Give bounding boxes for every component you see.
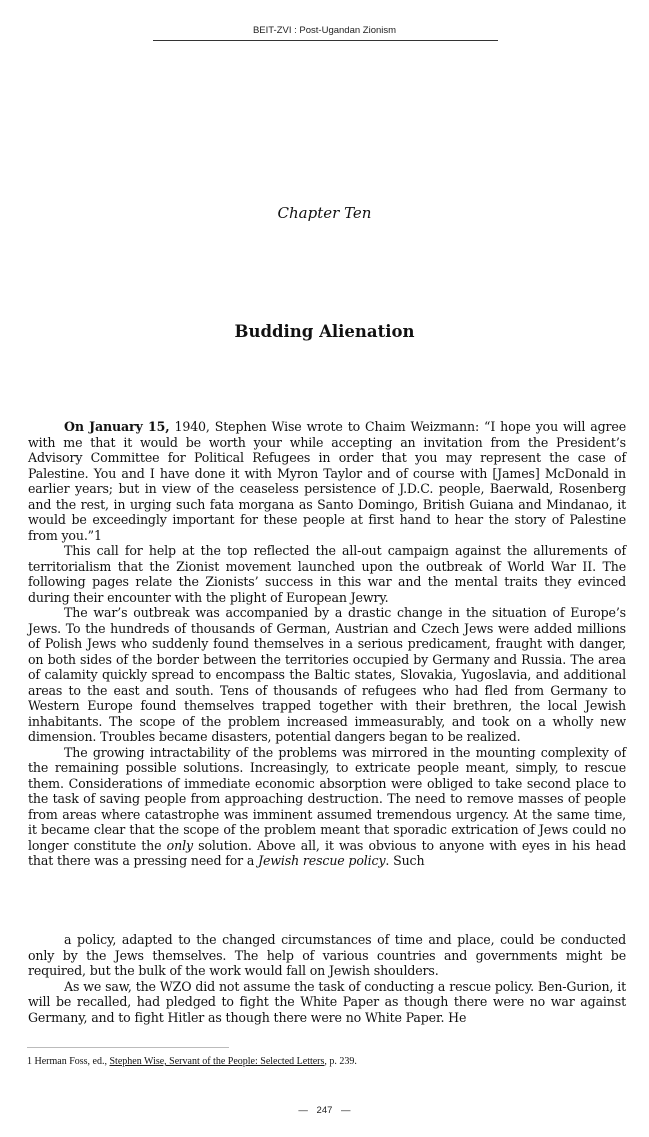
body-text-block	[28, 419, 626, 869]
footnote-rule	[27, 1047, 229, 1048]
paragraph-text: . Such	[385, 853, 425, 868]
emphasis: only	[166, 837, 193, 853]
paragraph	[28, 419, 626, 543]
running-head: BEIT-ZVI : Post-Ugandan Zionism	[252, 25, 397, 36]
paragraph-text: 1940, Stephen Wise wrote to Chaim Weizmann: “I hope you will agree with me that it would be worth your while accepting an invitation from the President’s Advisory Committee for Political Refugees in order that you may represent the case of Palestine. You and I have done it with Myron Taylor and of course with [James] McDonald in earlier years; but in view of the ceaseless persistence of J.D.C. people, Baerwald, Rosenberg and the rest, in urging such fata morgana as Santo Domingo, British Guiana and Mindanao, it would be exceedingly important for these people at first hand to hear the story of Palestine from you.”1	[28, 419, 627, 543]
paragraph: This call for help at the top reflected the all-out campaign against the allurements of territorialism that the Zionist movement launched upon the outbreak of World War II. The following pages relate the Zionists’ success in this war and the mental traits they evinced during their encounter with the plight of European Jewry.	[28, 543, 626, 605]
paragraph-text: solution. Above all, it was obvious to anyone with eyes in his head that there was a pressing need for a	[28, 837, 626, 868]
paragraph: As we saw, the WZO did not assume the task of conducting a rescue policy. Ben-Gurion, it will be recalled, had pledged to fight the White Paper as though there were no war against Germany, and to fight Hitler as though there were no White Paper. He	[28, 978, 626, 1025]
footnote-source-title: Stephen Wise, Servant of the People: Selected Letters	[109, 1056, 325, 1067]
footnote	[27, 1056, 357, 1067]
paragraph: a policy, adapted to the changed circumstances of time and place, could be conducted only by the Jews themselves. The help of various countries and governments might be required, but the bulk of the work would fall on Jewish shoulders.	[28, 932, 626, 978]
footnote-number: 1	[27, 1056, 32, 1067]
paragraph-text: The growing intractability of the problems was mirrored in the mounting complexity of the remaining possible solutions. Increasingly, to extricate people meant, simply, to rescue them. Considerations of immediate economic absorption were obliged to take second place to the task of saving people from approaching destruction. The need to remove masses of people from areas where catastrophe was imminent assumed tremendous urgency. At the same time, it became clear that the scope of the problem meant that sporadic extrication of Jews could no longer constitute the	[28, 744, 626, 853]
footnote-suffix: , p. 239.	[324, 1056, 357, 1067]
footnote-prefix: Herman Foss, ed.,	[32, 1056, 110, 1067]
page-number: — 247 —	[298, 1105, 351, 1116]
body-text-block	[28, 932, 626, 1025]
paragraph: The war’s outbreak was accompanied by a drastic change in the situation of Europe’s Jews. To the hundreds of thousands of German, Austrian and Czech Jews were added millions of Polish Jews who suddenly found themselves in a serious predicament, fraught with danger, on both sides of the border between the territories occupied by Germany and Russia. The area of calamity quickly spread to encompass the Baltic states, Slovakia, Yugoslavia, and additional areas to the east and south. Tens of thousands of refugees who had fled from Germany to Western Europe found themselves trapped together with their brethren, the local Jewish inhabitants. The scope of the problem increased immeasurably, and took on a wholly new dimension. Troubles became disasters, potential dangers began to be realized.	[28, 605, 626, 744]
chapter-label: Chapter Ten	[277, 204, 372, 222]
header-rule	[153, 40, 498, 41]
chapter-title: Budding Alienation	[234, 322, 415, 341]
paragraph	[28, 745, 626, 869]
emphasis: Jewish rescue policy	[258, 853, 386, 868]
paragraph-lead: On January 15,	[64, 419, 170, 434]
